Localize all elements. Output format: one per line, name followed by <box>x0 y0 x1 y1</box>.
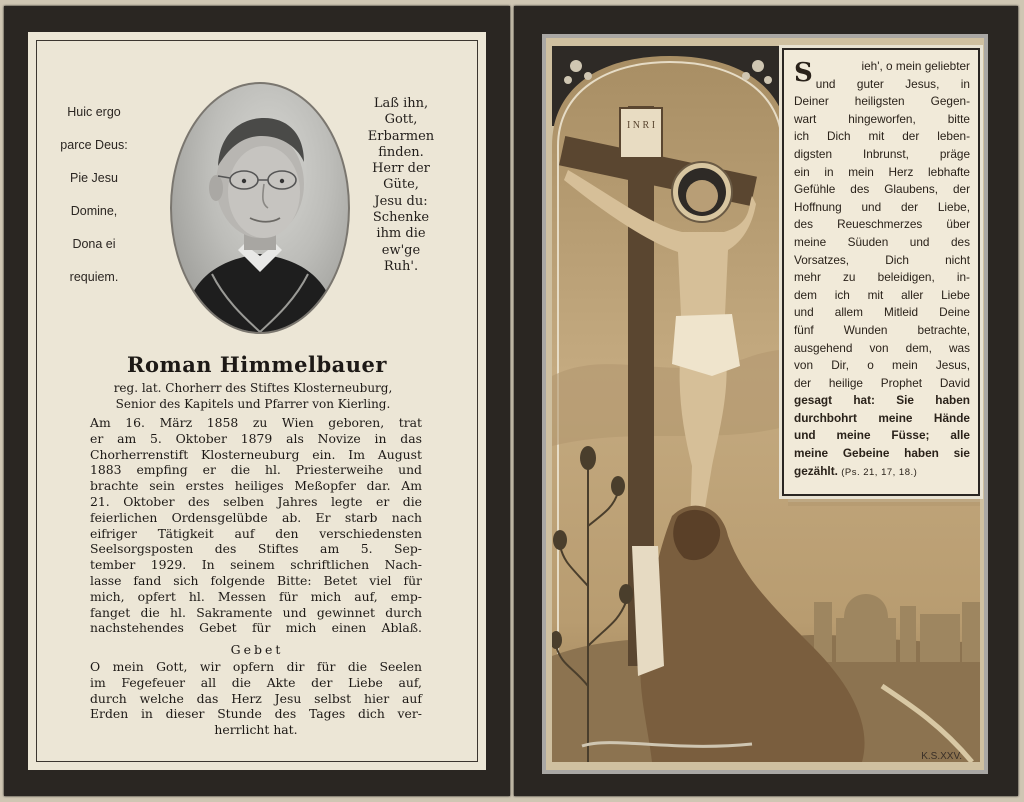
latin-line: Domine, <box>70 204 118 218</box>
latin-line: Huic ergo <box>67 105 121 119</box>
subtitle-line: reg. lat. Chorherr des Stiftes Klosterneuburg, <box>113 381 393 395</box>
german-prayer <box>346 96 456 275</box>
prayer-line: Erbarmen <box>367 128 435 144</box>
verse-line: der heilige Prophet David <box>794 375 970 390</box>
verse-line: des Reueschmerzes über <box>794 217 970 232</box>
verse-line: gesagt hat: Sie haben <box>794 393 970 408</box>
verse-line <box>794 463 970 482</box>
latin-line: Pie Jesu <box>70 171 118 185</box>
verse-line: Hoffnung und der Liebe, <box>794 199 970 214</box>
gebet-line: Erden in dieser Stunde des Tages dich ver- <box>90 706 422 722</box>
bio-line: Chorherrenstift Klosterneuburg ein. Im August <box>90 446 422 462</box>
bio-line: eifriger Tätigkeit auf den verschiedensten <box>90 525 422 541</box>
subtitle-line: Senior des Kapitels und Pfarrer von Kierling. <box>115 396 391 411</box>
bio-line: 21. Oktober des selben Jahres legte er die <box>90 493 422 509</box>
verse-line: Gefühle des Glaubens, der <box>794 182 970 197</box>
gebet-line: im Fegefeuer all die Akte der Liebe auf, <box>90 674 422 690</box>
memorial-card-front <box>4 6 510 796</box>
verse-line: Deiner heiligsten Gegen- <box>794 94 970 109</box>
psalm-reference: (Ps. 21, 17, 18.) <box>841 466 918 478</box>
prayer-line: Gott, <box>384 112 418 128</box>
bio-line: feierlichen Ordensgelübde ab. Er starb nach <box>90 509 422 525</box>
portrait-photo <box>170 82 350 334</box>
latin-line: Dona ei <box>72 237 116 251</box>
verse-line: wart hingeworfen, bitte <box>794 111 970 126</box>
bio-line: nachstehendes Gebet für mich einen Ablaß. <box>90 620 422 636</box>
verse-line: dem ich mit aller Liebe <box>794 287 970 302</box>
gebet-text <box>90 659 422 738</box>
verse-line: mehr zu beleidigen, in- <box>794 270 970 285</box>
verse-line: meine Süuden und des <box>794 234 970 249</box>
verse-line: ausgehend von dem, was <box>794 340 970 355</box>
verse-line: und allem Mitleid Deine <box>794 305 970 320</box>
verse-line: ein in mein Herz lebhafte <box>794 164 970 179</box>
gebet-line: herrlicht hat. <box>214 722 298 738</box>
prayer-line: Ruh'. <box>383 258 419 274</box>
bio-line: Seelsorgsposten des Stiftes am 5. Sep- <box>90 541 422 557</box>
gebet-line: durch welche das Herz Jesu selbst hier auf <box>90 690 422 706</box>
verse-first-line: ieh', o mein geliebter <box>861 59 970 73</box>
verse-line: und guter Jesus, in <box>815 76 970 91</box>
verse-line: und meine Füsse; alle <box>794 428 970 443</box>
biography-text <box>90 415 422 636</box>
bio-line: Am 16. März 1858 zu Wien geboren, trat <box>90 415 422 430</box>
bio-line: fanget die hl. Sakramente und gewinnet durch <box>90 604 422 620</box>
image-frame <box>542 34 988 774</box>
drop-cap: S <box>794 58 813 88</box>
prayer-line: ihm die <box>376 226 426 242</box>
latin-line: parce Deus: <box>60 138 128 152</box>
verse-line: fünf Wunden betrachte, <box>794 322 970 337</box>
verse-line: Vorsatzes, Dich nicht <box>794 252 970 267</box>
deceased-name: Roman Himmelbauer <box>127 352 387 377</box>
inri-inscription: I N R I <box>626 120 656 131</box>
title-description <box>88 381 418 412</box>
prayer-line: finden. <box>378 144 424 160</box>
prayer-line: ew'ge <box>381 242 421 258</box>
prayer-line: Herr der <box>372 161 430 177</box>
latin-line: requiem. <box>69 270 119 284</box>
gebet-heading: Gebet <box>230 642 284 657</box>
prayer-line: Schenke <box>372 210 430 226</box>
verse-line: meine Gebeine haben sie <box>794 446 970 461</box>
verse-panel <box>782 48 980 496</box>
latin-prayer <box>42 96 146 294</box>
verse-line: durchbohrt meine Hände <box>794 410 970 425</box>
memorial-card-back <box>514 6 1018 796</box>
bio-line: er am 5. Oktober 1879 als Novize in das <box>90 430 422 446</box>
prayer-line: Laß ihn, <box>373 96 429 111</box>
priest-portrait-illustration <box>172 84 348 332</box>
verse-line: von Dir, o mein Jesus, <box>794 358 970 373</box>
bio-line: lasse fand sich folgende Bitte: Betet viel für <box>90 572 422 588</box>
verse-line: digsten Inbrunst, präge <box>794 146 970 161</box>
verse-line: ich Dich mit der leben- <box>794 129 970 144</box>
prayer-line: Güte, <box>383 177 419 193</box>
prayer-line: Jesu du: <box>374 193 428 209</box>
bio-line: brachte sein erstes heiliges Meßopfer dar. Am <box>90 478 422 494</box>
bio-line: tember 1929. In seinem schriftlichen Nach- <box>90 557 422 573</box>
artist-signature: K.S.XXV. <box>921 751 962 762</box>
gebet-line: O mein Gott, wir opfern dir für die Seelen <box>90 659 422 674</box>
psalm-prayer <box>794 58 970 481</box>
verse-end: gezählt. <box>794 463 838 478</box>
bio-line: 1883 empfing er die hl. Priesterweihe und <box>90 462 422 478</box>
card-paper <box>28 32 486 770</box>
bio-line: mich, opfert hl. Messen für mich auf, emp- <box>90 588 422 604</box>
